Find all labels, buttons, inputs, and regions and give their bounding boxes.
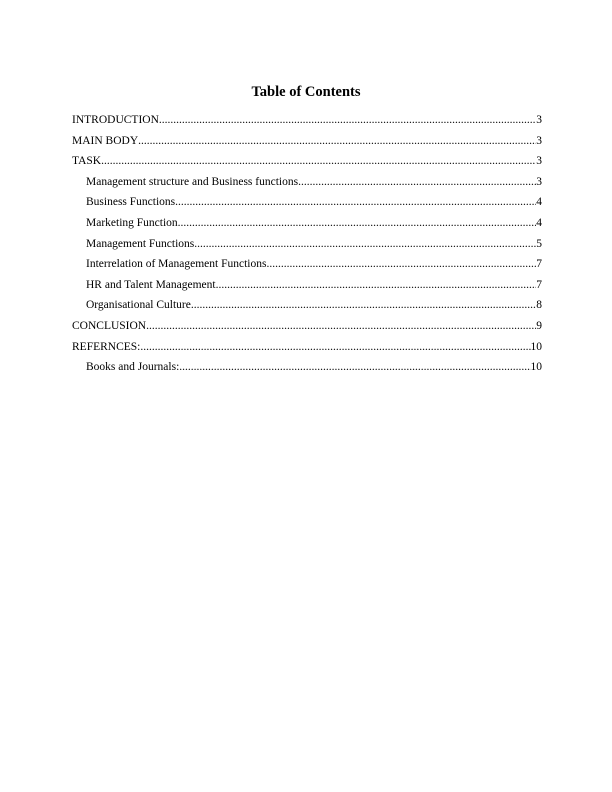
toc-page-number: 3 bbox=[536, 114, 542, 126]
toc-entry-introduction[interactable] bbox=[72, 113, 542, 134]
toc-page-number: 3 bbox=[536, 134, 542, 147]
toc-page-number: 5 bbox=[536, 237, 542, 250]
toc-page-number: 7 bbox=[536, 258, 542, 271]
toc-entry-title: Books and Journals: bbox=[86, 361, 180, 374]
dot-leader bbox=[101, 154, 536, 168]
toc-entry-task[interactable] bbox=[72, 154, 542, 175]
dot-leader bbox=[140, 340, 530, 354]
toc-page-number: 3 bbox=[536, 155, 542, 168]
toc-entry-books-journals[interactable] bbox=[72, 360, 542, 381]
toc-page-number: 7 bbox=[536, 278, 542, 291]
dot-leader bbox=[146, 319, 536, 333]
toc-page-number: 4 bbox=[536, 196, 542, 209]
dot-leader bbox=[216, 278, 537, 292]
dot-leader bbox=[138, 134, 536, 148]
toc-page-number: 3 bbox=[536, 175, 542, 188]
dot-leader bbox=[179, 360, 530, 374]
toc-entry-hr-talent[interactable] bbox=[72, 278, 542, 299]
toc-entry-title: INTRODUCTION bbox=[72, 114, 159, 126]
toc-page-number: 10 bbox=[530, 340, 542, 353]
toc-entry-conclusion[interactable] bbox=[72, 319, 542, 340]
toc-entry-interrelation[interactable] bbox=[72, 257, 542, 278]
toc-entry-title: Organisational Culture bbox=[86, 299, 191, 312]
dot-leader bbox=[298, 175, 536, 189]
toc-entry-title: REFERNCES: bbox=[72, 340, 141, 353]
toc-list bbox=[72, 113, 542, 381]
toc-entry-marketing-function[interactable] bbox=[72, 216, 542, 237]
toc-entry-title: Management Functions bbox=[86, 237, 195, 250]
toc-entry-title: Business Functions bbox=[86, 196, 176, 209]
toc-entry-title: CONCLUSION bbox=[72, 319, 147, 332]
toc-page-number: 4 bbox=[536, 216, 542, 229]
toc-entry-title: Management structure and Business functions bbox=[86, 175, 299, 188]
toc-page-number: 9 bbox=[536, 319, 542, 332]
toc-entry-title: Interrelation of Management Functions bbox=[86, 258, 267, 271]
toc-entry-title: Marketing Function bbox=[86, 216, 178, 229]
toc-entry-organisational-culture[interactable] bbox=[72, 298, 542, 319]
toc-page-number: 8 bbox=[536, 299, 542, 312]
toc-entry-main-body[interactable] bbox=[72, 134, 542, 155]
toc-entry-business-functions[interactable] bbox=[72, 195, 542, 216]
toc-entry-title: MAIN BODY bbox=[72, 134, 139, 147]
dot-leader bbox=[175, 195, 536, 209]
toc-entry-management-functions[interactable] bbox=[72, 237, 542, 258]
dot-leader bbox=[159, 113, 536, 127]
toc-entry-management-structure[interactable] bbox=[72, 175, 542, 196]
dot-leader bbox=[178, 216, 537, 230]
dot-leader bbox=[266, 257, 536, 271]
toc-title: Table of Contents bbox=[251, 84, 361, 100]
dot-leader bbox=[191, 298, 536, 312]
toc-entry-title: TASK bbox=[72, 155, 102, 168]
toc-page-number: 10 bbox=[530, 361, 542, 374]
toc-entry-references[interactable] bbox=[72, 340, 542, 361]
toc-entry-title: HR and Talent Management bbox=[86, 278, 216, 291]
dot-leader bbox=[194, 237, 536, 251]
